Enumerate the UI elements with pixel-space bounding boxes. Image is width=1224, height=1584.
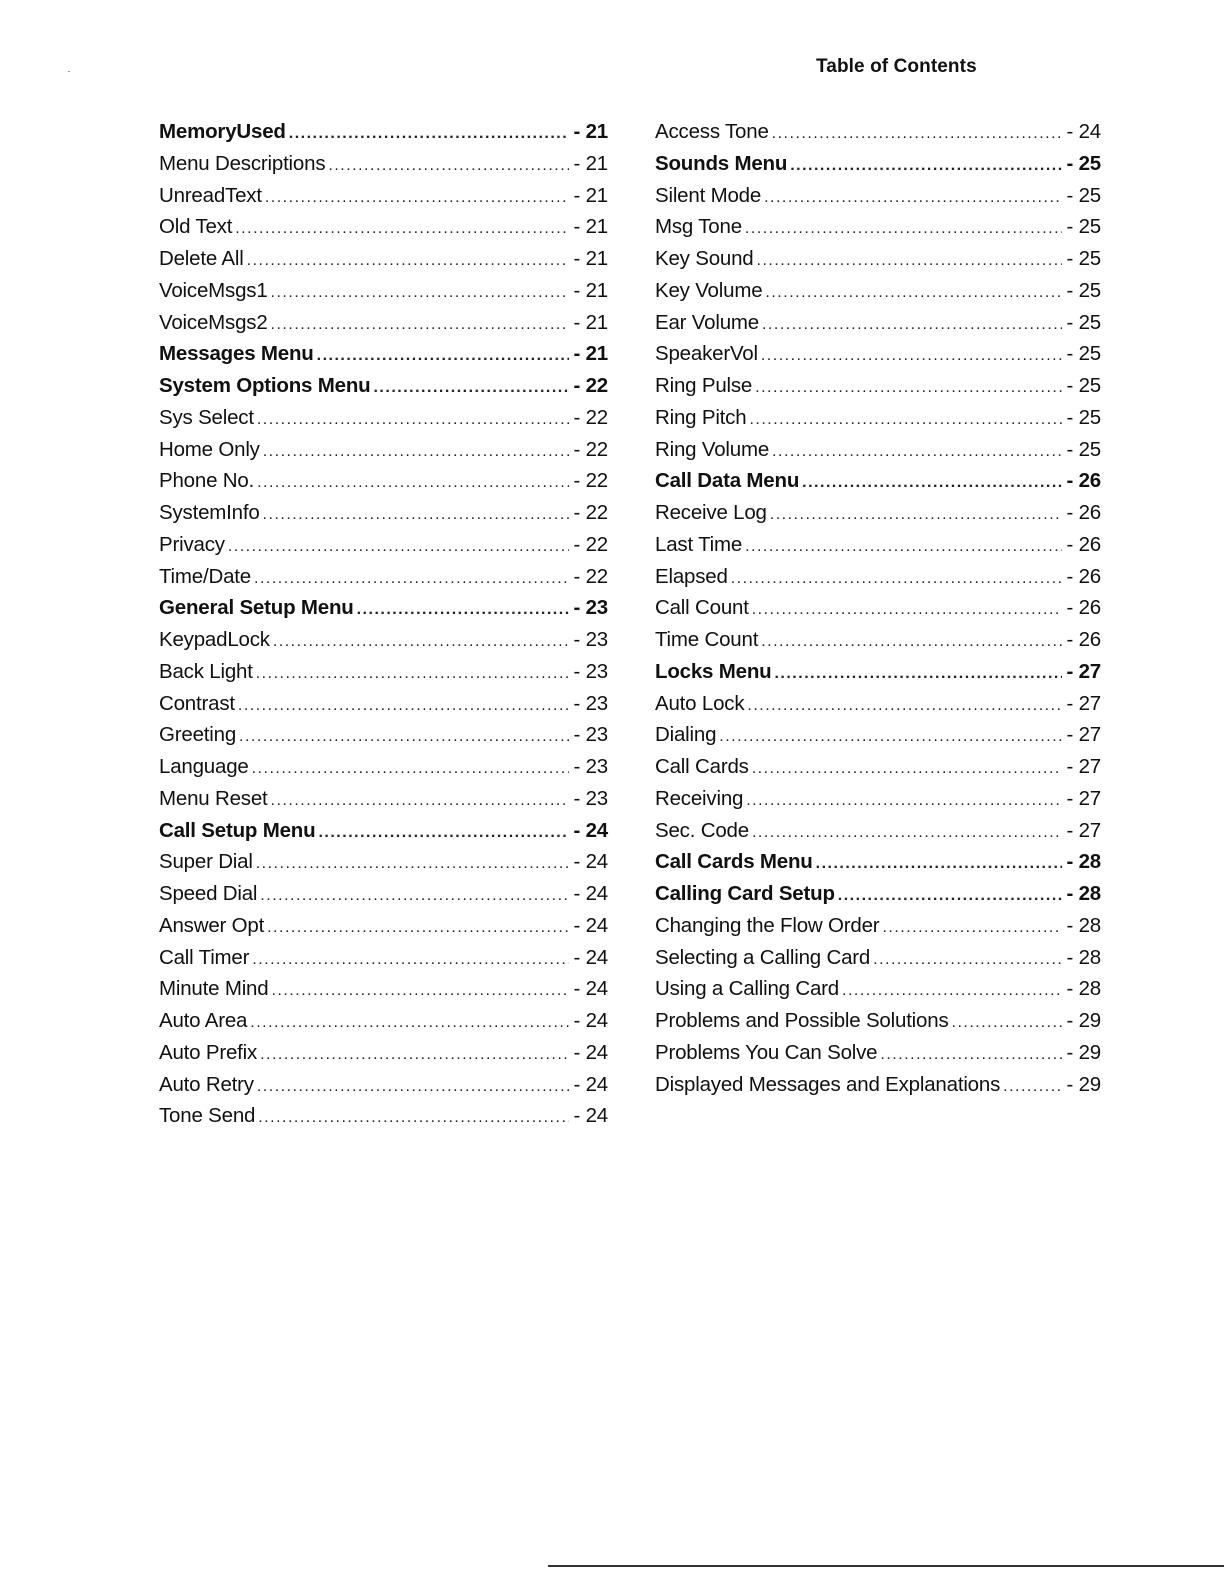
toc-entry-title: Sys Select [159, 405, 254, 429]
toc-entry-title: Privacy [159, 532, 225, 556]
bottom-rule [548, 1565, 1224, 1567]
toc-entry-page: - 26 [1066, 469, 1101, 493]
toc-entry-title: Displayed Messages and Explanations [655, 1072, 1001, 1096]
toc-entry-title: Changing the Flow Order [655, 913, 880, 937]
toc-entry-page: - 26 [1066, 501, 1101, 524]
dot-leader [1003, 1071, 1062, 1103]
toc-entry-page: - 26 [1066, 628, 1101, 651]
toc-entry-title: Delete All [159, 247, 244, 270]
toc-entry-title: Ring Pulse [655, 374, 753, 397]
dot-leader [747, 690, 1062, 722]
scan-speck [68, 71, 70, 72]
toc-entry-title: SystemInfo [159, 501, 260, 524]
toc-entry-title: Receive Log [655, 501, 767, 524]
toc-entry-title: Menu Reset [159, 786, 268, 810]
toc-entry [159, 307, 608, 339]
toc-entry-page: - 29 [1066, 1072, 1101, 1096]
toc-entry-page: - 25 [1066, 247, 1101, 270]
toc-section-entry [655, 846, 1101, 878]
toc-entry-page: - 29 [1066, 1009, 1101, 1032]
toc-entry [159, 783, 608, 815]
toc-entry [159, 846, 608, 878]
dot-leader [263, 499, 570, 531]
toc-section-entry [655, 465, 1101, 497]
dot-leader [260, 1039, 569, 1071]
toc-entry-title: Messages Menu [159, 342, 314, 366]
toc-entry [159, 688, 608, 720]
toc-entry [655, 910, 1101, 942]
toc-entry-page: - 21 [573, 183, 608, 207]
dot-leader [816, 848, 1063, 880]
toc-entry [159, 910, 608, 942]
toc-entry-page: - 21 [573, 215, 608, 239]
dot-leader [765, 277, 1062, 309]
dot-leader [271, 785, 570, 817]
toc-entry-title: Auto Area [159, 1009, 248, 1032]
dot-leader [328, 150, 569, 182]
toc-entry [655, 1069, 1101, 1101]
toc-entry-title: Last Time [655, 532, 743, 556]
toc-entry-page: - 24 [573, 945, 608, 969]
toc-entry-page: - 25 [1066, 278, 1101, 302]
toc-entry [655, 529, 1101, 561]
dot-leader [256, 658, 570, 690]
toc-entry-page: - 25 [1066, 342, 1101, 366]
toc-entry-page: - 24 [1066, 120, 1101, 143]
toc-entry-title: Problems You Can Solve [655, 1040, 878, 1064]
toc-entry-page: - 24 [573, 913, 608, 937]
toc-entry-page: - 28 [1066, 945, 1101, 969]
toc-entry-page: - 25 [1066, 151, 1101, 175]
toc-entry [655, 275, 1101, 307]
dot-leader [254, 563, 569, 595]
dot-leader [761, 340, 1063, 372]
toc-entry [159, 624, 608, 656]
toc-entry-page: - 29 [1066, 1040, 1101, 1064]
toc-entry [655, 1005, 1101, 1037]
toc-entry-page: - 24 [573, 1009, 608, 1032]
toc-entry [655, 719, 1101, 751]
toc-entry-page: - 22 [573, 532, 608, 556]
toc-entry-page: - 27 [1066, 786, 1101, 810]
dot-leader [265, 182, 570, 214]
toc-entry-title: Contrast [159, 691, 235, 715]
toc-entry [159, 942, 608, 974]
toc-entry [159, 878, 608, 910]
toc-entry [159, 434, 608, 466]
dot-leader [257, 1071, 570, 1103]
toc-column-right [655, 116, 1101, 1100]
toc-entry [159, 1005, 608, 1037]
toc-entry-title: Greeting [159, 723, 237, 747]
dot-leader [247, 245, 570, 277]
toc-entry [159, 1100, 608, 1132]
toc-entry [159, 1069, 608, 1101]
dot-leader [257, 467, 569, 499]
toc-section-entry [159, 815, 608, 847]
toc-entry-title: MemoryUsed [159, 120, 286, 143]
toc-entry [159, 656, 608, 688]
toc-entry-page: - 27 [1066, 659, 1101, 683]
toc-entry-page: - 26 [1066, 532, 1101, 556]
toc-entry [159, 243, 608, 275]
dot-leader [256, 848, 570, 880]
toc-entry [159, 211, 608, 243]
toc-entry-title: Selecting a Calling Card [655, 945, 871, 969]
toc-entry-page: - 22 [573, 564, 608, 588]
toc-entry [655, 783, 1101, 815]
toc-entry-page: - 25 [1066, 215, 1101, 239]
toc-entry-page: - 24 [573, 977, 608, 1001]
toc-entry-page: - 24 [573, 1072, 608, 1096]
dot-leader [273, 626, 570, 658]
toc-entry [159, 751, 608, 783]
dot-leader [746, 785, 1062, 817]
dot-leader [772, 118, 1063, 150]
toc-entry [655, 815, 1101, 847]
toc-entry-page: - 24 [573, 1104, 608, 1128]
toc-entry-title: Time Count [655, 628, 759, 651]
toc-entry-page: - 28 [1066, 882, 1101, 905]
toc-entry-title: Phone No. [159, 469, 255, 493]
toc-entry-page: - 21 [573, 342, 608, 366]
toc-entry [655, 592, 1101, 624]
dot-leader [755, 372, 1062, 404]
toc-entry-page: - 23 [573, 723, 608, 747]
dot-leader [318, 817, 569, 849]
toc-entry-title: Super Dial [159, 850, 253, 874]
toc-entry-title: Problems and Possible Solutions [655, 1009, 949, 1032]
dot-leader [373, 372, 569, 404]
toc-entry-page: - 21 [573, 278, 608, 302]
toc-entry-title: Auto Prefix [159, 1040, 258, 1064]
toc-entry-title: Sounds Menu [655, 151, 788, 175]
toc-entry-title: VoiceMsgs2 [159, 310, 268, 334]
page-header-title: Table of Contents [816, 56, 977, 77]
toc-entry [655, 307, 1101, 339]
toc-entry-title: Call Data Menu [655, 469, 800, 493]
toc-entry-page: - 27 [1066, 691, 1101, 715]
toc-entry-page: - 22 [573, 469, 608, 493]
dot-leader [235, 213, 569, 245]
toc-entry-title: Receiving [655, 786, 744, 810]
toc-entry-title: KeypadLock [159, 628, 270, 651]
toc-section-entry [159, 338, 608, 370]
toc-entry-page: - 23 [573, 786, 608, 810]
toc-entry-page: - 28 [1066, 977, 1101, 1001]
dot-leader [838, 880, 1063, 912]
toc-entry-title: Back Light [159, 659, 253, 683]
toc-entry-title: Minute Mind [159, 977, 269, 1001]
toc-entry-title: Home Only [159, 437, 260, 461]
toc-entry-page: - 22 [573, 405, 608, 429]
toc-section-entry [655, 656, 1101, 688]
toc-entry-page: - 28 [1066, 850, 1101, 874]
toc-entry-title: Language [159, 755, 249, 778]
toc-column-left [159, 116, 608, 1132]
toc-entry [655, 116, 1101, 148]
toc-entry [159, 561, 608, 593]
dot-leader [258, 1102, 569, 1134]
toc-entry-page: - 21 [573, 151, 608, 175]
toc-section-entry [159, 116, 608, 148]
dot-leader [719, 721, 1062, 753]
dot-leader [802, 467, 1062, 499]
toc-entry-title: Ear Volume [655, 310, 759, 334]
dot-leader [250, 1007, 569, 1039]
toc-entry-page: - 27 [1066, 755, 1101, 778]
toc-entry-page: - 26 [1066, 564, 1101, 588]
toc-entry [159, 497, 608, 529]
toc-entry [159, 973, 608, 1005]
toc-section-entry [159, 370, 608, 402]
toc-entry [655, 497, 1101, 529]
toc-entry [655, 434, 1101, 466]
toc-entry-title: Ring Pitch [655, 405, 747, 429]
toc-entry-title: Answer Opt [159, 913, 265, 937]
toc-entry-page: - 21 [573, 247, 608, 270]
toc-entry-title: VoiceMsgs1 [159, 278, 268, 302]
toc-entry-title: Old Text [159, 215, 233, 239]
toc-entry [655, 180, 1101, 212]
toc-entry-title: Locks Menu [655, 659, 772, 683]
dot-leader [762, 309, 1062, 341]
toc-entry-title: Auto Lock [655, 691, 745, 715]
dot-leader [252, 753, 570, 785]
toc-entry [655, 624, 1101, 656]
dot-leader [271, 309, 570, 341]
toc-entry-page: - 22 [573, 437, 608, 461]
toc-entry-page: - 23 [573, 596, 608, 620]
toc-entry-page: - 24 [573, 1040, 608, 1064]
toc-entry-page: - 25 [1066, 405, 1101, 429]
toc-entry-page: - 25 [1066, 374, 1101, 397]
toc-entry-page: - 27 [1066, 818, 1101, 842]
toc-entry-title: Msg Tone [655, 215, 742, 239]
toc-entry [159, 148, 608, 180]
toc-entry-page: - 23 [573, 691, 608, 715]
toc-entry-title: Call Cards [655, 755, 749, 778]
toc-entry-page: - 25 [1066, 183, 1101, 207]
toc-entry-page: - 24 [573, 818, 608, 842]
toc-entry [159, 465, 608, 497]
toc-entry [159, 275, 608, 307]
toc-entry [159, 719, 608, 751]
toc-entry-title: Access Tone [655, 120, 769, 143]
toc-entry-title: Ring Volume [655, 437, 770, 461]
toc-entry-title: Silent Mode [655, 183, 762, 207]
toc-entry [655, 243, 1101, 275]
toc-entry-title: SpeakerVol [655, 342, 758, 366]
dot-leader [260, 880, 569, 912]
dot-leader [764, 182, 1062, 214]
dot-leader [882, 912, 1062, 944]
toc-entry-page: - 24 [573, 882, 608, 905]
toc-entry-page: - 21 [573, 120, 608, 143]
dot-leader [263, 436, 570, 468]
dot-leader [257, 404, 570, 436]
toc-entry-title: Call Timer [159, 945, 250, 969]
toc-entry-title: Call Cards Menu [655, 850, 813, 874]
toc-entry-page: - 24 [573, 850, 608, 874]
toc-entry [655, 688, 1101, 720]
toc-entry-page: - 27 [1066, 723, 1101, 747]
toc-entry-page: - 25 [1066, 437, 1101, 461]
dot-leader [752, 817, 1063, 849]
toc-entry-page: - 23 [573, 659, 608, 683]
dot-leader [238, 690, 570, 722]
toc-entry-page: - 23 [573, 628, 608, 651]
toc-entry-page: - 22 [573, 374, 608, 397]
toc-entry-title: Using a Calling Card [655, 977, 840, 1001]
dot-leader [761, 626, 1062, 658]
toc-entry [159, 529, 608, 561]
toc-entry [159, 180, 608, 212]
dot-leader [271, 975, 569, 1007]
dot-leader [774, 658, 1062, 690]
toc-entry-title: Key Volume [655, 278, 763, 302]
toc-entry [655, 973, 1101, 1005]
toc-entry-title: Call Count [655, 596, 749, 620]
toc-entry [159, 1037, 608, 1069]
dot-leader [267, 912, 569, 944]
dot-leader [745, 213, 1063, 245]
dot-leader [271, 277, 570, 309]
dot-leader [317, 340, 570, 372]
toc-entry-page: - 21 [573, 310, 608, 334]
toc-entry-title: Dialing [655, 723, 717, 747]
toc-entry-page: - 23 [573, 755, 608, 778]
dot-leader [752, 594, 1063, 626]
toc-entry-title: General Setup Menu [159, 596, 354, 620]
toc-entry [655, 1037, 1101, 1069]
toc-entry-page: - 22 [573, 501, 608, 524]
dot-leader [289, 118, 570, 150]
dot-leader [357, 594, 570, 626]
toc-section-entry [655, 148, 1101, 180]
toc-entry [655, 561, 1101, 593]
toc-entry-title: Menu Descriptions [159, 151, 326, 175]
toc-entry-title: Elapsed [655, 564, 728, 588]
toc-entry-title: Calling Card Setup [655, 882, 835, 905]
toc-entry [159, 402, 608, 434]
toc-entry-title: Speed Dial [159, 882, 258, 905]
dot-leader [790, 150, 1062, 182]
dot-leader [745, 531, 1062, 563]
toc-entry-page: - 28 [1066, 913, 1101, 937]
toc-entry-title: Time/Date [159, 564, 251, 588]
toc-entry-page: - 26 [1066, 596, 1101, 620]
toc-entry-page: - 25 [1066, 310, 1101, 334]
dot-leader [752, 753, 1063, 785]
toc-entry-title: Call Setup Menu [159, 818, 316, 842]
dot-leader [772, 436, 1062, 468]
dot-leader [757, 245, 1063, 277]
dot-leader [873, 944, 1062, 976]
dot-leader [952, 1007, 1063, 1039]
toc-entry-title: UnreadText [159, 183, 262, 207]
toc-entry [655, 370, 1101, 402]
dot-leader [770, 499, 1063, 531]
dot-leader [731, 563, 1063, 595]
toc-entry-title: Key Sound [655, 247, 754, 270]
dot-leader [252, 944, 569, 976]
dot-leader [842, 975, 1062, 1007]
dot-leader [880, 1039, 1062, 1071]
toc-entry-title: Sec. Code [655, 818, 749, 842]
toc-section-entry [159, 592, 608, 624]
toc-entry [655, 338, 1101, 370]
dot-leader [239, 721, 569, 753]
toc-entry [655, 751, 1101, 783]
toc-entry [655, 942, 1101, 974]
toc-entry-title: Tone Send [159, 1104, 256, 1128]
toc-section-entry [655, 878, 1101, 910]
toc-entry-title: System Options Menu [159, 374, 371, 397]
dot-leader [228, 531, 570, 563]
toc-entry-title: Auto Retry [159, 1072, 254, 1096]
toc-entry [655, 402, 1101, 434]
toc-entry [655, 211, 1101, 243]
dot-leader [749, 404, 1062, 436]
